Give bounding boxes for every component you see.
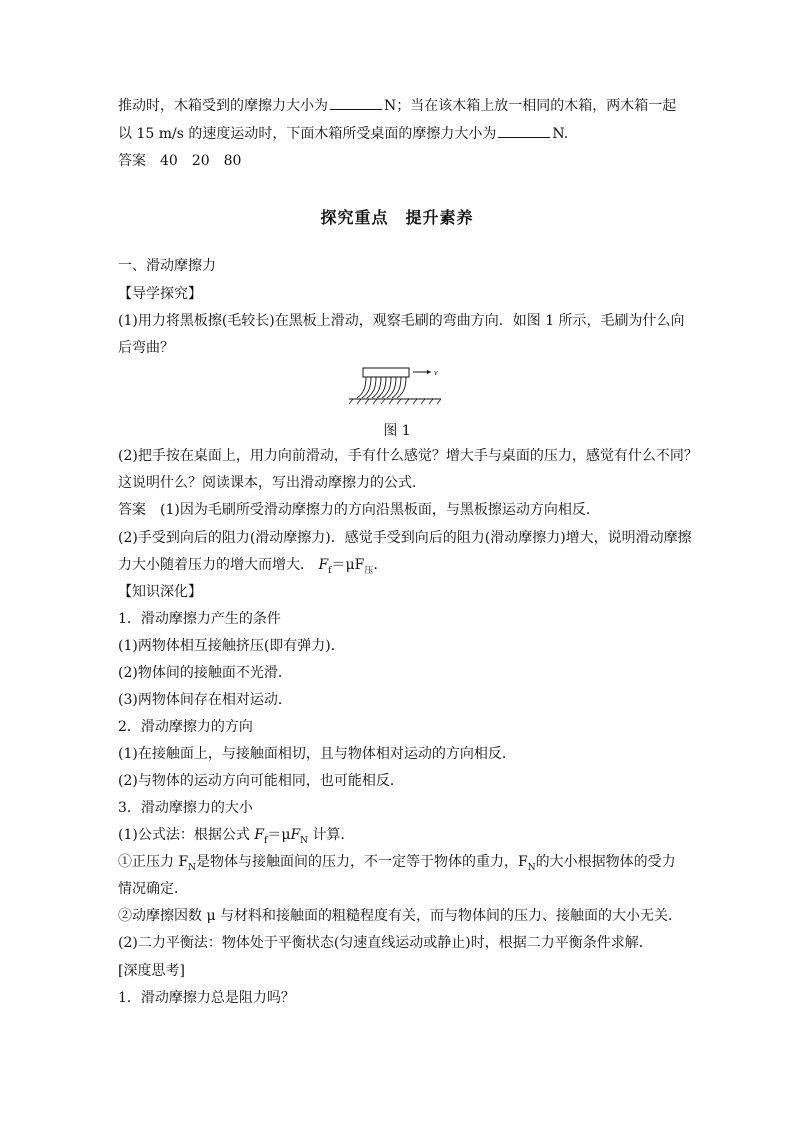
question-1-line-1: (1)用力将黑板擦(毛较长)在黑板上滑动，观察毛刷的弯曲方向．如图 1 所示，毛刷为什么向 (118, 313, 685, 329)
board-hatching (349, 399, 441, 404)
guide-label: 【导学探究】 (118, 286, 202, 302)
formula-f: F (290, 827, 301, 843)
knowledge-item: (3)两物体间存在相对运动． (118, 692, 292, 708)
formula-f: F (254, 827, 264, 843)
formula-sub: f (264, 835, 268, 846)
balance-method-line: (2)二力平衡法：物体处于平衡状态(匀速直线运动或静止)时，根据二力平衡条件求解． (118, 935, 653, 951)
answer-values: 40 20 80 (160, 153, 242, 169)
formula-end: . (373, 557, 378, 573)
text: 计算． (308, 827, 355, 843)
brush-figure (345, 362, 455, 412)
eraser-body (363, 368, 409, 377)
knowledge-label: 【知识深化】 (118, 584, 202, 600)
deep-think-question: 1．滑动摩擦力总是阻力吗？ (118, 990, 295, 1006)
question-2-line-1: (2)把手按在桌面上，用力向前滑动，手有什么感觉？增大手与桌面的压力，感觉有什么不同？ (118, 448, 698, 464)
text: 推动时，木箱受到的摩擦力大小为 (118, 98, 328, 114)
knowledge-item: (1)两物体相互接触挤压(即有弹力)． (118, 638, 345, 654)
formula-sub: N (527, 862, 536, 873)
velocity-label: v (434, 368, 438, 377)
formula-f: F (318, 557, 329, 573)
text: 是物体与接触面间的压力，不一定等于物体的重力，F (196, 854, 528, 870)
knowledge-heading-3: 3．滑动摩擦力的大小 (118, 800, 253, 816)
text: N. (552, 126, 569, 142)
knowledge-heading-1: 1．滑动摩擦力产生的条件 (118, 611, 281, 627)
formula-sub-ya: 压 (364, 565, 374, 576)
text: 的大小根据物体的受力 (535, 854, 676, 870)
knowledge-heading-2: 2．滑动摩擦力的方向 (118, 719, 253, 735)
top-line-2 (118, 124, 568, 143)
section-title: 探究重点 提升素养 (320, 208, 474, 227)
knowledge-item: (1)在接触面上，与接触面相切，且与物体相对运动的方向相反． (118, 746, 516, 762)
knowledge-item: (2)物体间的接触面不光滑． (118, 665, 292, 681)
text: ①正压力 F (118, 854, 189, 870)
formula-sub: N (188, 862, 197, 873)
answer-label: 答案 (118, 153, 146, 169)
question-2-line-2: 这说明什么？阅读课本，写出滑动摩擦力的公式． (118, 475, 426, 491)
answer-blank (498, 124, 550, 138)
question-1-line-2: 后弯曲？ (118, 340, 174, 356)
coefficient-line: ②动摩擦因数 μ 与材料和接触面的粗糙程度有关，而与物体间的压力、接触面的大小无关． (118, 908, 682, 924)
pressure-line-2: 情况确定． (118, 881, 188, 897)
deep-think-label: [深度思考] (118, 963, 185, 979)
knowledge-item: (2)与物体的运动方向可能相同，也可能相反． (118, 773, 404, 789)
formula-sub-f: f (328, 565, 332, 576)
answer-blank (330, 96, 382, 110)
answer-text: 力大小随着压力的增大而增大． (118, 557, 314, 573)
figure-caption: 图 1 (383, 423, 411, 439)
formula-sub: N (300, 835, 309, 846)
bristles (357, 377, 406, 398)
text: 以 15 m/s 的速度运动时，下面木箱所受桌面的摩擦力大小为 (118, 126, 497, 142)
part-heading: 一、滑动摩擦力 (118, 258, 216, 274)
formula-mid: ＝μF (331, 557, 365, 573)
pressure-line-1 (118, 853, 676, 877)
answer-text: (1)因为毛刷所受滑动摩擦力的方向沿黑板面，与黑板擦运动方向相反． (160, 502, 600, 518)
answer-label: 答案 (118, 502, 146, 518)
text: (1)公式法：根据公式 (118, 827, 255, 843)
top-answer (118, 152, 241, 170)
answer-2-line-1: (2)手受到向后的阻力(滑动摩擦力)．感觉手受到向后的阻力(滑动摩擦力)增大，说明滑动摩擦 (118, 530, 692, 546)
formula-method-line: (1)公式法：根据公式 $F_f=\mu F_N$ 计算． (118, 827, 355, 846)
answer-2-line-2 (118, 556, 378, 580)
top-line-1 (118, 96, 676, 115)
answer-1 (118, 501, 600, 519)
arrow-head-icon (427, 370, 431, 374)
text: N；当在该木箱上放一相同的木箱，两木箱一起 (384, 98, 677, 114)
